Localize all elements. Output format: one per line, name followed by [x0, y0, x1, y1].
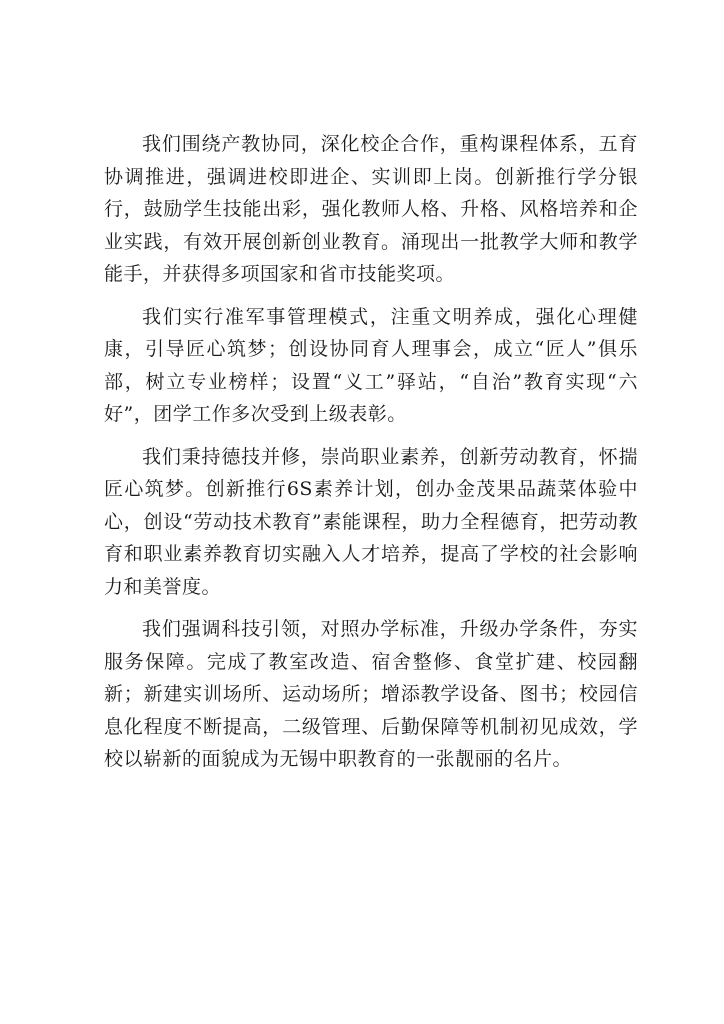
document-body — [104, 128, 638, 786]
paragraph-2: 我们实行准军事管理模式，注重文明养成，强化心理健康，引导匠心筑梦；创设协同育人理事会，成立“匠人”俱乐部，树立专业榜样；设置“义工”驿站，“自治”教育实现“六好”，团学工作多次受到上级表彰。 — [104, 305, 638, 425]
paragraph-4: 我们强调科技引领，对照办学标准，升级办学条件，夯实服务保障。完成了教室改造、宿舍整修、食堂扩建、校园翻新；新建实训场所、运动场所；增添教学设备、图书；校园信息化程度不断提高，二级管理、后勤保障等机制初见成效，学校以崭新的面貌成为无锡中职教育的一张靓丽的名片。 — [104, 618, 638, 770]
paragraph-1: 我们围绕产教协同，深化校企合作，重构课程体系，五育协调推进，强调进校即进企、实训即上岗。创新推行学分银行，鼓励学生技能出彩，强化教师人格、升格、风格培养和企业实践，有效开展创新创业教育。涌现出一批教学大师和教学能手，并获得多项国家和省市技能奖项。 — [104, 133, 638, 285]
paragraph-3: 我们秉持德技并修，崇尚职业素养，创新劳动教育，怀揣匠心筑梦。创新推行6S素养计划，创办金茂果品蔬菜体验中心，创设“劳动技术教育”素能课程，助力全程德育，把劳动教育和职业素养教育切实融入人才培养，提高了学校的社会影响力和美誉度。 — [104, 445, 638, 598]
